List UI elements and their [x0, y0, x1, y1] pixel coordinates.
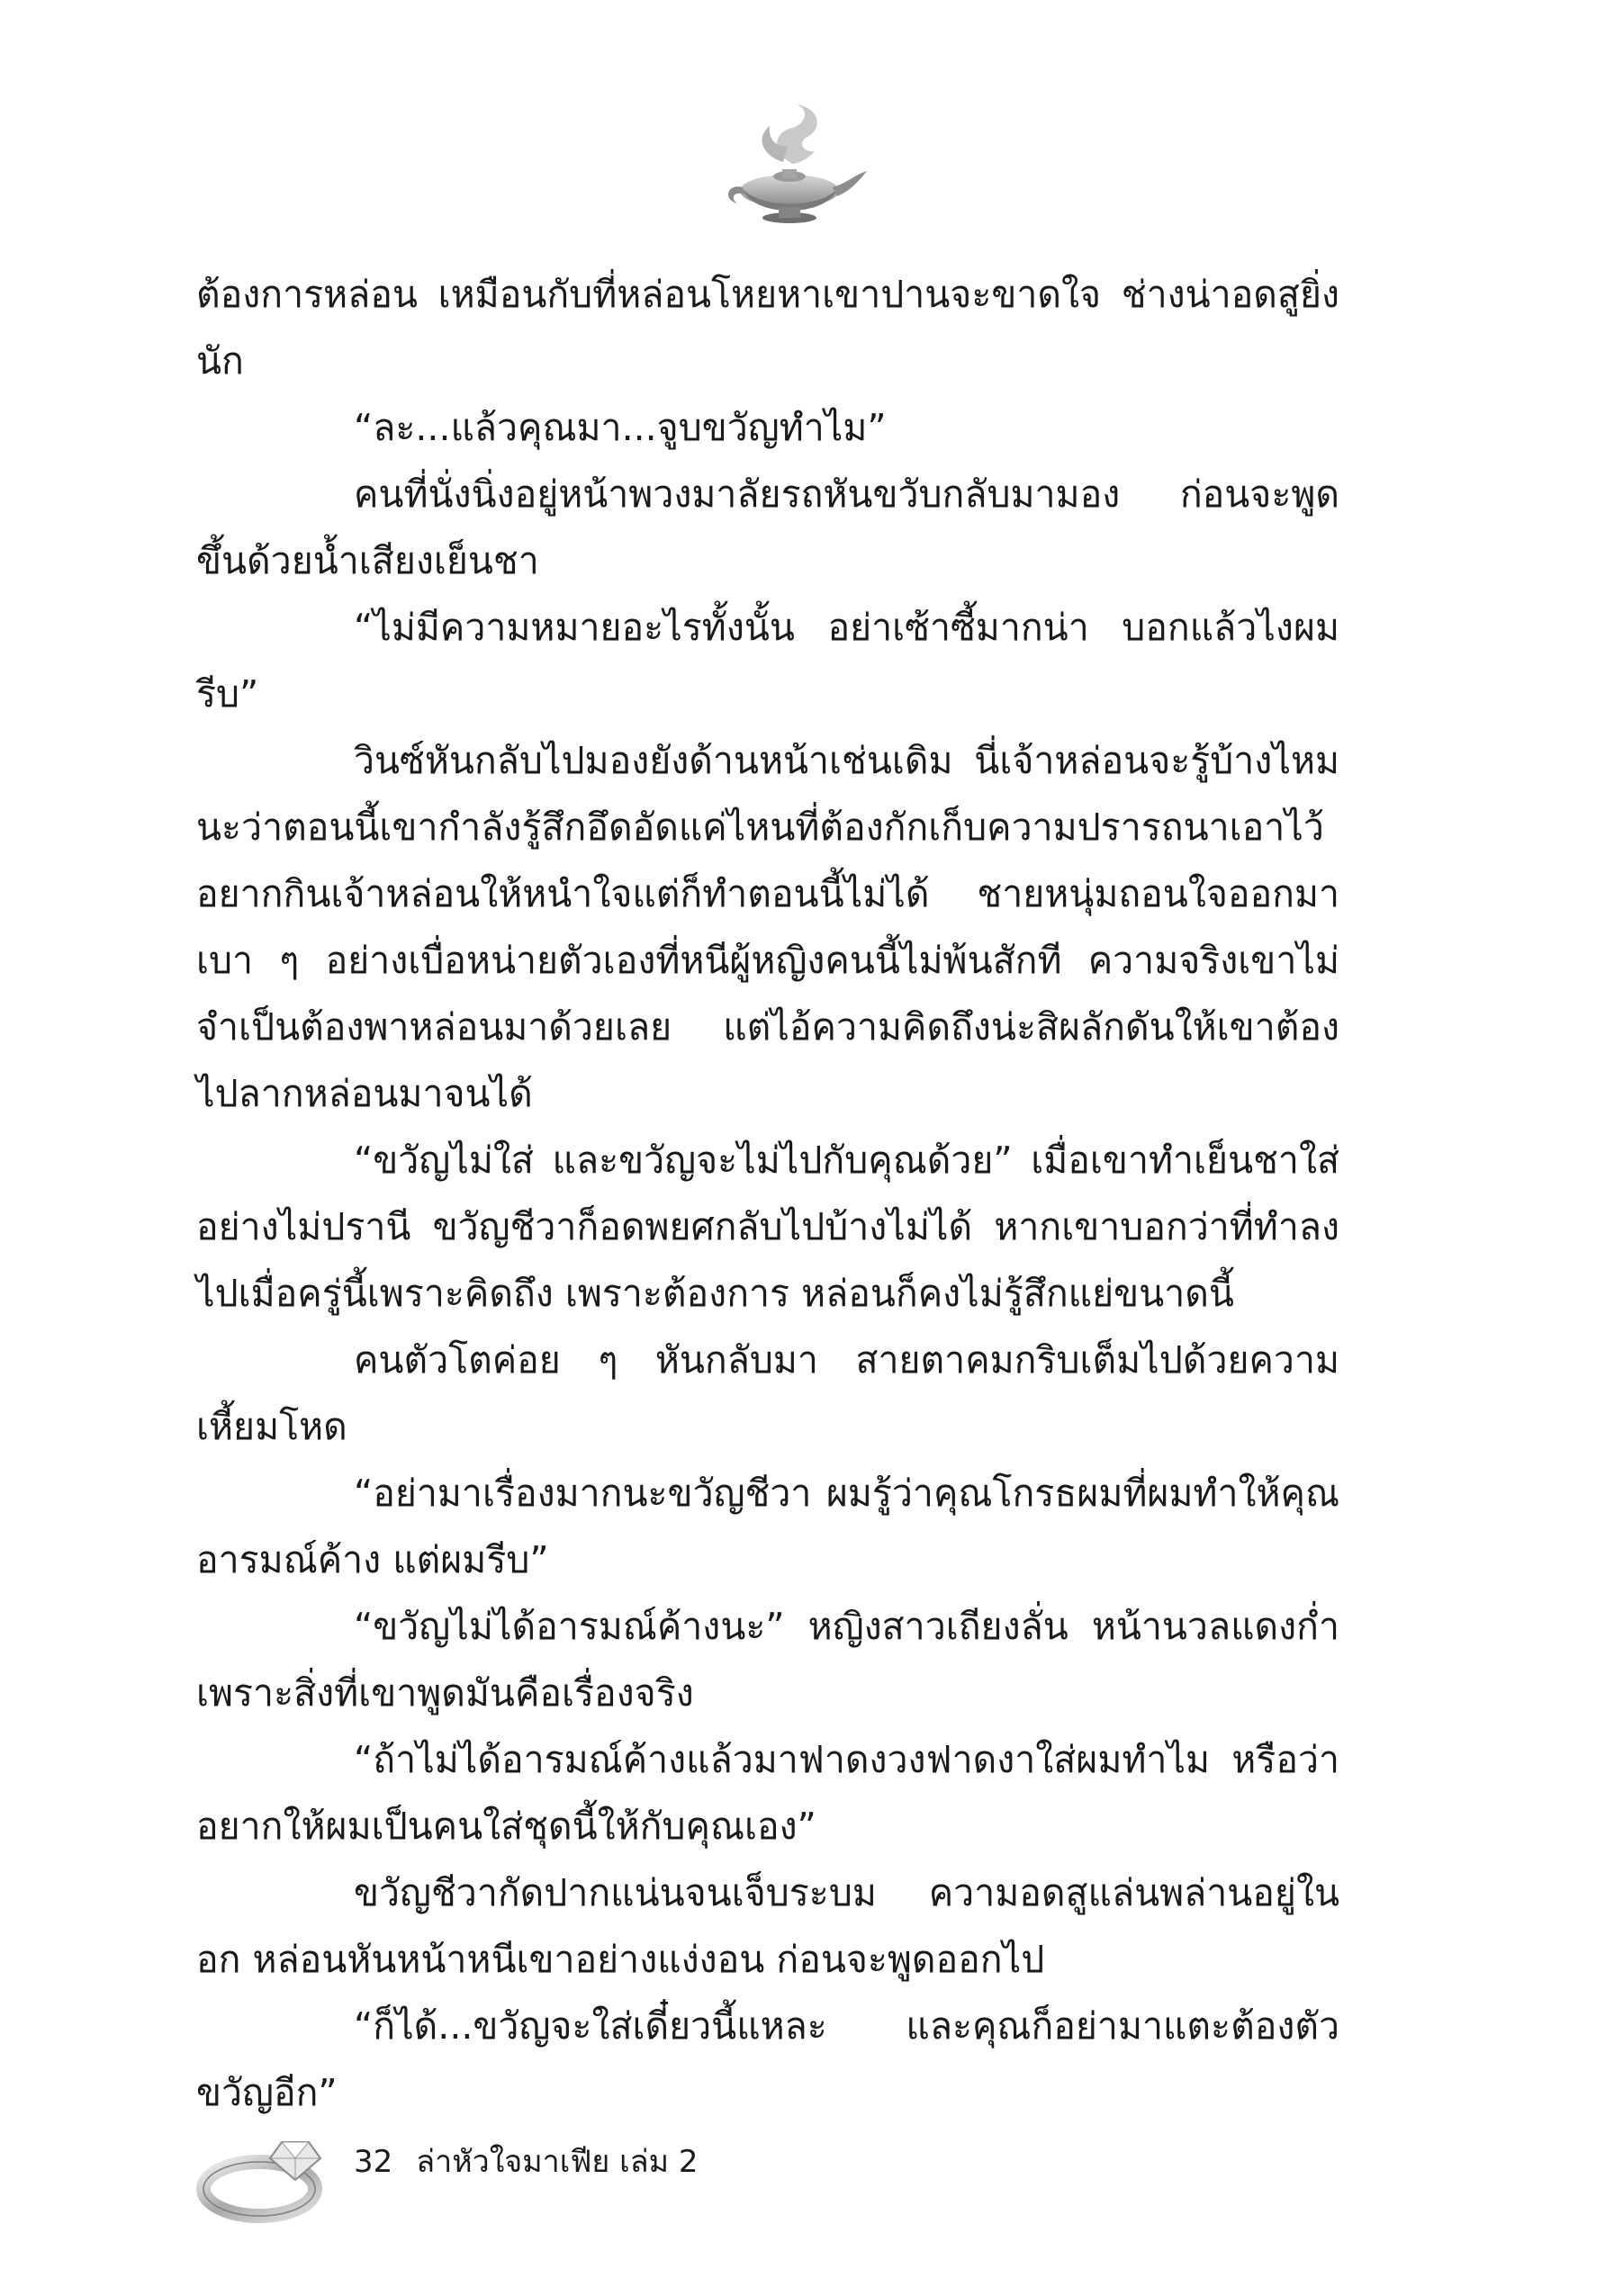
- paragraph: ขวัญชีวากัดปากแน่นจนเจ็บระบม ความอดสูแล่นพล่านอยู่ในอก หล่อนหันหน้าหนีเขาอย่างแง่งอน ก่อนจะพูดออกไป: [196, 1871, 1339, 1981]
- paragraph: คนตัวโตค่อย ๆ หันกลับมา สายตาคมกริบเต็มไปด้วยความเหี้ยมโหด: [196, 1338, 1339, 1448]
- page-number: 32: [354, 2144, 393, 2180]
- paragraph: “ขวัญไม่ใส่ และขวัญจะไม่ไปกับคุณด้วย” เมื่อเขาทำเย็นชาใส่อย่างไม่ปรานี ขวัญชีวาก็อดพยศกลับไปบ้างไม่ได้ หากเขาบอกว่าที่ทำลงไปเมื่อครู่นี้เพราะคิดถึง เพราะต้องการ หล่อนก็คงไม่รู้สึกแย่ขนาดนี้: [196, 1139, 1339, 1315]
- diamond-ring-icon: [196, 2124, 349, 2232]
- paragraph: “ขวัญไม่ได้อารมณ์ค้างนะ” หญิงสาวเถียงลั่น หน้านวลแดงก่ำเพราะสิ่งที่เขาพูดมันคือเรื่องจริง: [196, 1605, 1339, 1715]
- page-footer: [196, 2124, 1006, 2232]
- paragraph: “ถ้าไม่ได้อารมณ์ค้างแล้วมาฟาดงวงฟาดงาใส่ผมทำไม หรือว่าอยากให้ผมเป็นคนใส่ชุดนี้ให้กับคุณเอง”: [196, 1738, 1339, 1848]
- genie-lamp-icon: [707, 101, 873, 227]
- body-text: [196, 261, 1339, 2126]
- paragraph: “ไม่มีความหมายอะไรทั้งนั้น อย่าเซ้าซี้มากน่า บอกแล้วไงผมรีบ”: [196, 606, 1339, 716]
- footer-text: [354, 2144, 698, 2180]
- paragraph: “ก็ได้...ขวัญจะใส่เดี๋ยวนี้แหละ และคุณก็อย่ามาแตะต้องตัวขวัญอีก”: [196, 2004, 1339, 2114]
- paragraph: คนที่นั่งนิ่งอยู่หน้าพวงมาลัยรถหันขวับกลับมามอง ก่อนจะพูดขึ้นด้วยน้ำเสียงเย็นชา: [196, 473, 1339, 582]
- paragraph: “ละ...แล้วคุณมา...จูบขวัญทำไม”: [354, 406, 887, 449]
- book-title: ล่าหัวใจมาเฟีย เล่ม 2: [416, 2144, 699, 2180]
- paragraph: วินซ์หันกลับไปมองยังด้านหน้าเช่นเดิม นี่เจ้าหล่อนจะรู้บ้างไหมนะว่าตอนนี้เขากำลังรู้สึกอึดอัดแค่ไหนที่ต้องกักเก็บความปรารถนาเอาไว้ อยากกินเจ้าหล่อนให้หนำใจแต่ก็ทำตอนนี้ไม่ได้ ชายหนุ่มถอนใจออกมาเบา ๆ อย่างเบื่อหน่ายตัวเองที่หนีผู้หญิงคนนี้ไม่พ้นสักที ความจริงเขาไม่จำเป็นต้องพาหล่อนมาด้วยเลย แต่ไอ้ความคิดถึงน่ะสิผลักดันให้เขาต้องไปลากหล่อนมาจนได้: [196, 739, 1339, 1115]
- paragraph: “อย่ามาเรื่องมากนะขวัญชีวา ผมรู้ว่าคุณโกรธผมที่ผมทำให้คุณอารมณ์ค้าง แต่ผมรีบ”: [196, 1472, 1339, 1581]
- paragraph: ต้องการหล่อน เหมือนกับที่หล่อนโหยหาเขาปานจะขาดใจ ช่างน่าอดสูยิ่งนัก: [196, 273, 1339, 383]
